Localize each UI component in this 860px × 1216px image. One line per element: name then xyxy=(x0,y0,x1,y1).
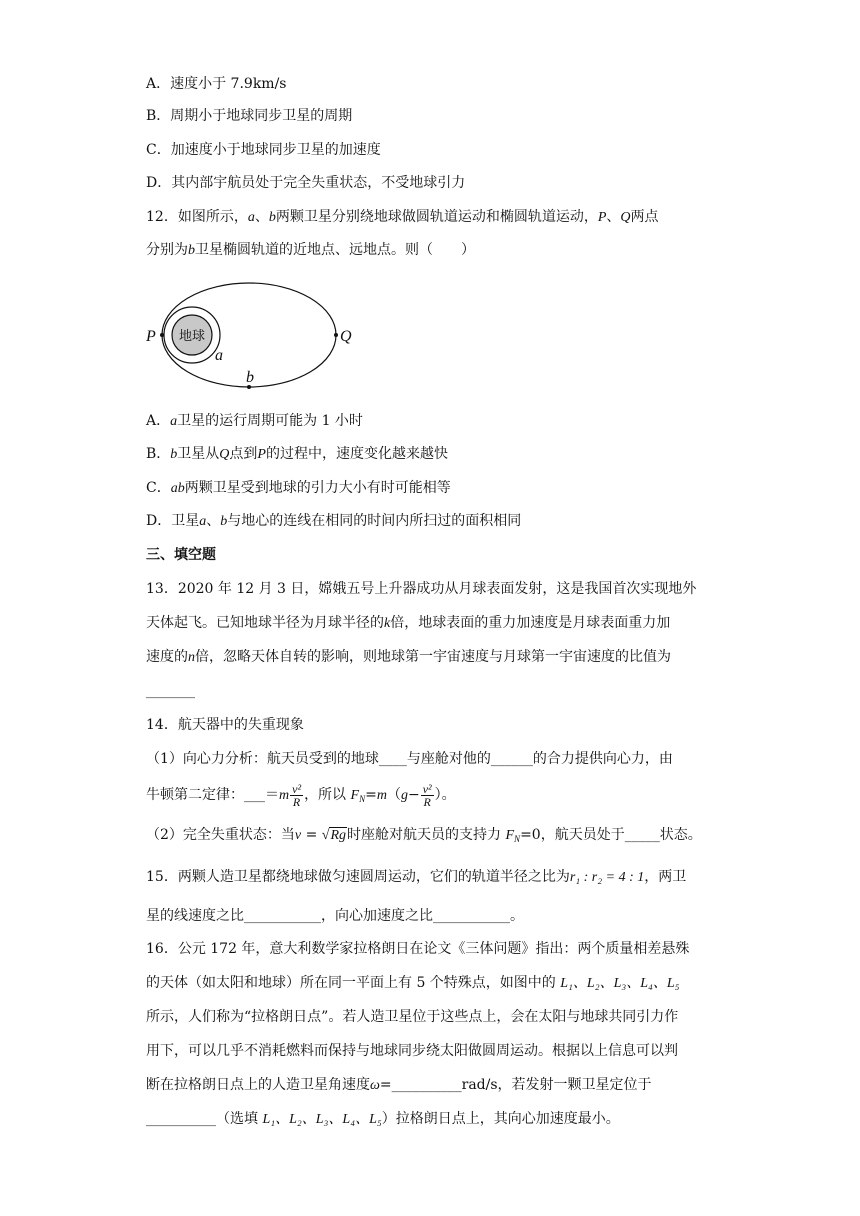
label-q: Q xyxy=(340,328,352,345)
orbit-diagram xyxy=(142,278,362,398)
q15-line1: 15．两颗人造卫星都绕地球做匀速圆周运动，它们的轨道半径之比为r₁ : r₂ = 4 : 1，两卫 xyxy=(146,869,687,885)
q11-option-c: C．加速度小于地球同步卫星的加速度 xyxy=(146,142,381,158)
fraction-v2-over-r-2: $\frac{\text{v²}}{R}$ xyxy=(422,781,432,809)
q14-part1-line2: 牛顿第二定律：___＝m $\frac{\text{v²}}{R}$ ，所以 $F_N=m(g-$ $\frac{\text{v²}}{R}$ ）。 xyxy=(146,781,456,809)
q13-answer-blank: _______ xyxy=(146,683,195,699)
q13-line3: 速度的n倍，忽略天体自转的影响，则地球第一宇宙速度与月球第一宇宙速度的比值为 xyxy=(146,649,671,665)
label-a: a xyxy=(215,347,223,364)
earth-label: 地球 xyxy=(178,328,206,343)
section-heading-fill-in: 三、填空题 xyxy=(146,547,216,563)
label-b: b xyxy=(246,369,254,386)
q13-line2: 天体起飞。已知地球半径为月球半径的k倍，地球表面的重力加速度是月球表面重力加 xyxy=(146,615,671,631)
point-q-dot xyxy=(334,333,338,337)
point-p-dot xyxy=(160,333,164,337)
lagrange-points: L₁、L₂、L₃、L₄、L₅ xyxy=(560,976,680,991)
q14-part1-line1: （1）向心力分析：航天员受到的地球____与座舱对他的______的合力提供向心力，由 xyxy=(146,751,673,767)
q14-title: 14．航天器中的失重现象 xyxy=(146,717,304,733)
q16-line2: 的天体（如太阳和地球）所在同一平面上有 5 个特殊点，如图中的 L₁、L₂、L₃、L₄、L₅ xyxy=(146,975,680,991)
q13-line1: 13．2020 年 12 月 3 日，嫦娥五号上升器成功从月球表面发射，这是我国首次实现地外 xyxy=(146,581,697,597)
q16-line3: 所示，人们称为“拉格朗日点”。若人造卫星位于这些点上，会在太阳与地球共同引力作 xyxy=(146,1009,679,1025)
q12-option-d: D．卫星a、b与地心的连线在相同的时间内所扫过的面积相同 xyxy=(146,513,522,529)
q15-line2: 星的线速度之比___________，向心加速度之比___________。 xyxy=(146,908,524,924)
q16-line5: 断在拉格朗日点上的人造卫星角速度ω=__________rad/s，若发射一颗卫星定位于 xyxy=(146,1077,652,1093)
q14-part2: （2）完全失重状态：当v = √Rg时座舱对航天员的支持力 $F_N=0$，航天员处于_____状态。 xyxy=(146,827,702,844)
q16-line1: 16．公元 172 年，意大利数学家拉格朗日在论文《三体问题》指出：两个质量相差悬殊 xyxy=(146,941,690,957)
q16-line6: __________（选填 L₁、L₂、L₃、L₄、L₅）拉格朗日点上，其向心加速度最小。 xyxy=(146,1111,620,1127)
q11-option-b: B．周期小于地球同步卫星的周期 xyxy=(146,108,353,124)
q12-option-b: B．b卫星从Q点到P的过程中，速度变化越来越快 xyxy=(146,446,448,462)
q12-option-a: A．a卫星的运行周期可能为 1 小时 xyxy=(146,413,363,429)
fraction-v2-over-r: $\frac{\text{v²}}{R}$ xyxy=(292,781,302,809)
q12-option-c: C．ab两颗卫星受到地球的引力大小有时可能相等 xyxy=(146,480,451,496)
q11-option-d: D．其内部宇航员处于完全失重状态，不受地球引力 xyxy=(146,175,466,191)
sqrt-rg: √Rg xyxy=(321,828,347,843)
q16-line4: 用下，可以几乎不消耗燃料而保持与地球同步绕太阳做圆周运动。根据以上信息可以判 xyxy=(146,1043,678,1059)
q12-stem-line2: 分别为b卫星椭圆轨道的近地点、远地点。则（ ） xyxy=(146,242,475,258)
label-p: P xyxy=(146,328,156,345)
q11-option-a: A．速度小于 7.9km/s xyxy=(146,76,287,92)
radius-ratio: r₁ : r₂ = 4 : 1 xyxy=(569,870,645,885)
q12-stem-line1: 12．如图所示，a、b两颗卫星分别绕地球做圆轨道运动和椭圆轨道运动，P、Q两点 xyxy=(146,209,659,225)
